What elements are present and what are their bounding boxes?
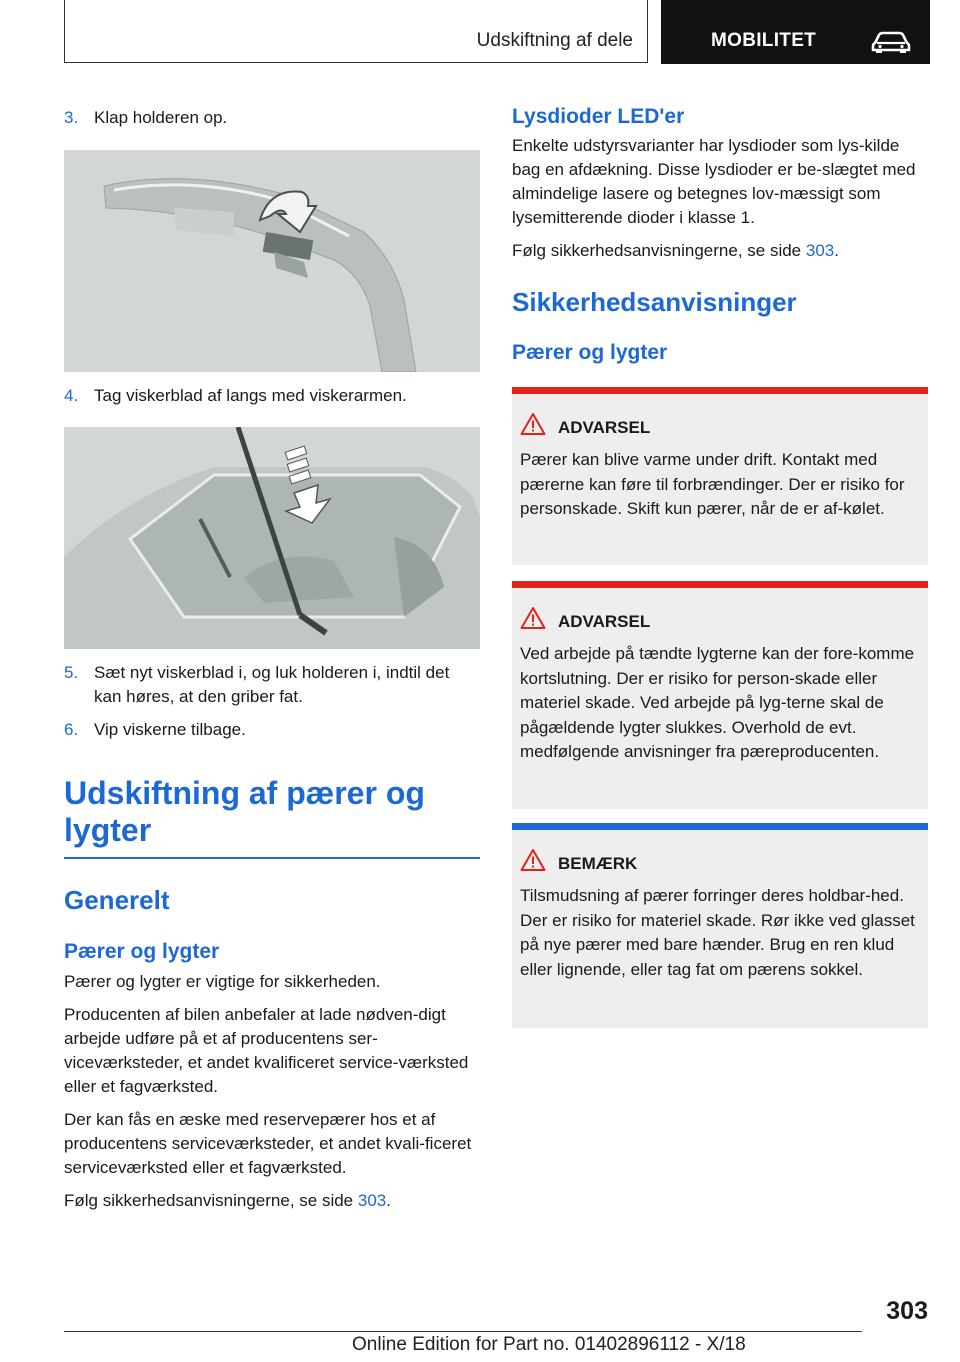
notice-text: Ved arbejde på tændte lygterne kan der fore-komme kortslutning. Der er risiko for person-skade eller materiel skade. Ved arbejde på lyg-terne skal de pågældende lygter slukkes. Overhold de evt. medfølgende anvisninger fra pæreproducenten. (520, 644, 915, 761)
page-reference-link[interactable]: 303 (357, 1191, 387, 1210)
warning-notice-2 (512, 581, 928, 809)
caution-notice (512, 823, 928, 1028)
wiper-holder-figure (64, 150, 480, 372)
wiper-blade-illustration (64, 427, 480, 649)
page-number: 303 (886, 1297, 928, 1325)
chapter-title: MOBILITET (711, 30, 817, 51)
notice-text: Pærer kan blive varme under drift. Kontakt med pærerne kan føre til forbrændinger. Der er risiko for personskade. Skift kun pærer, når de er af-kølet. (520, 450, 905, 518)
notice-title: ADVARSEL (512, 416, 928, 440)
led-paragraph: Enkelte udstyrsvarianter har lysdioder som lys-kilde bag en afdækning. Disse lysdioder er be-slægtet med almindelige lasere og betegnes lov-mæssigt som lysemitterende dioder i klasse 1. (512, 136, 916, 227)
paragraph-4: Følg sikkerhedsanvisningerne, se side 303. (64, 1191, 391, 1210)
section-title: Udskiftning af dele (476, 30, 633, 51)
car-icon (871, 30, 911, 54)
paragraph-1: Pærer og lygter er vigtige for sikkerheden. (64, 972, 381, 991)
step-text: Klap holderen op. (94, 108, 228, 127)
notice-bar (512, 823, 928, 830)
heading-main: Udskiftning af pærer og lygter (64, 775, 425, 848)
warning-triangle-icon (520, 412, 546, 436)
warning-notice-1 (512, 387, 928, 565)
step-number: 5. (64, 663, 79, 682)
heading-led: Lysdioder LED'er (512, 105, 685, 128)
step-number: 4. (64, 386, 79, 405)
right-column (512, 100, 928, 1028)
step-4 (64, 384, 480, 408)
warning-triangle-icon (520, 606, 546, 630)
heading-bulbs-lights-right: Pærer og lygter (512, 341, 668, 364)
page-header (64, 0, 930, 64)
notice-bar (512, 581, 928, 588)
step-5 (64, 661, 480, 709)
step-6 (64, 718, 480, 742)
heading-rule (64, 857, 480, 859)
left-column (64, 100, 480, 1222)
heading-bulbs-lights: Pærer og lygter (64, 940, 220, 963)
heading-general: Generelt (64, 885, 170, 915)
heading-safety: Sikkerhedsanvisninger (512, 287, 797, 317)
step-text: Sæt nyt viskerblad i, og luk holderen i, indtil det kan høres, at den griber fat. (94, 663, 450, 706)
notice-text: Tilsmudsning af pærer forringer deres holdbar-hed. Der er risiko for materiel skade. Rør ikke ved glasset på nye pærer med bare hænder. Brug en ren klud eller lignende, eller tag fat om pærens sokkel. (520, 886, 915, 979)
led-reference: Følg sikkerhedsanvisningerne, se side 303. (512, 241, 839, 260)
wiper-holder-illustration (64, 150, 480, 372)
step-text: Tag viskerblad af langs med viskerarmen. (94, 386, 407, 405)
paragraph-2: Producenten af bilen anbefaler at lade nødven-digt arbejde udføre på et af producentens ser-viceværksteder, et andet kvalificeret service-værksted eller et fagværksted. (64, 1005, 469, 1096)
edition-line: Online Edition for Part no. 01402896112 - X/18 (352, 1334, 746, 1355)
step-text: Vip viskerne tilbage. (94, 720, 246, 739)
step-3 (64, 106, 480, 130)
step-number: 3. (64, 108, 79, 127)
caution-triangle-icon (520, 848, 546, 872)
notice-title: ADVARSEL (512, 610, 928, 634)
step-number: 6. (64, 720, 79, 739)
section-tab (64, 0, 648, 63)
chapter-tab (661, 0, 930, 64)
wiper-blade-figure (64, 427, 480, 649)
footer-rule (64, 1331, 862, 1332)
notice-bar (512, 387, 928, 394)
page-reference-link[interactable]: 303 (805, 241, 835, 260)
notice-title: BEMÆRK (512, 852, 928, 876)
paragraph-3: Der kan fås en æske med reservepærer hos et af producentens serviceværksteder, et andet kvali-ficeret serviceværksted eller et fagværksted. (64, 1110, 472, 1177)
